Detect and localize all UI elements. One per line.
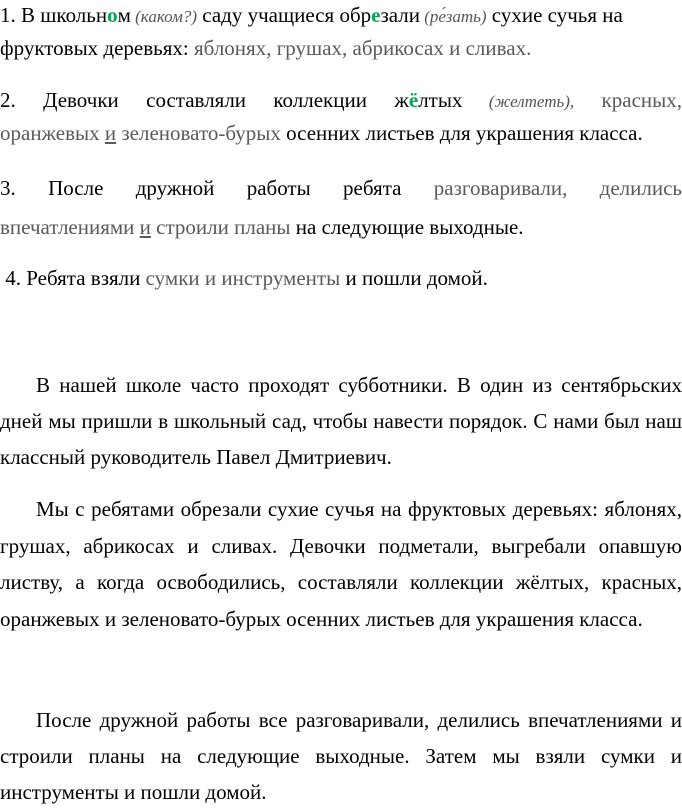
sentence-text-gray: красных, [574, 88, 682, 112]
sentence-text-gray: разговаривали, делились [433, 176, 682, 200]
sentence-3-line-2 [0, 212, 682, 242]
sentence-text: осенних листьев для украшения класса. [286, 121, 643, 145]
sentence-2-line-2 [0, 118, 682, 148]
sentence-text: 3. После дружной работы ребята [0, 176, 402, 200]
sentence-text: 4. Ребята взяли [0, 266, 141, 290]
sentence-text-gray: яблонях, грушах, абрикосах и сливах. [188, 36, 532, 60]
essay-paragraph-2: Мы с ребятами обрезали сухие сучья на фруктовых деревьях: яблонях, грушах, абрикосах и сливах. Девочки подметали, выгребали опавшую листву, а когда освободились, составляли коллекции жёлтых, красных, оранжевых и зеленовато-бурых осенних листьев для украшения класса. [0, 497, 682, 631]
sentence-text: м [117, 3, 131, 27]
sentence-text: на следующие выходные. [295, 215, 524, 239]
sentence-3-line-1 [0, 173, 682, 203]
highlighted-letter: о [107, 3, 118, 27]
sentence-text-gray: оранжевых [0, 121, 100, 145]
sentence-4-line-1 [0, 263, 682, 293]
sentence-text: зали [380, 3, 420, 27]
sentence-2-line-1 [0, 85, 682, 115]
sentence-text: 2. Девочки составляли коллекции ж [0, 88, 409, 112]
sentence-text-gray: строили планы [156, 215, 291, 239]
essay-paragraph-1: В нашей школе часто проходят субботники. В один из сентябрьских дней мы пришли в школьный сад, чтобы навести порядок. С нами был наш классный руководитель Павел Дмитриевич. [0, 373, 682, 469]
sentence-1-line-1 [0, 0, 682, 30]
sentence-text-gray: впечатлениями [0, 215, 135, 239]
sentence-text: лтых [418, 88, 463, 112]
underlined-conjunction: и [104, 121, 117, 145]
highlighted-letter: ё [408, 88, 419, 112]
sentence-1-line-2 [0, 33, 682, 63]
sentence-text: фруктовых деревьях: [0, 36, 189, 60]
sentence-text: сухие сучья на [486, 3, 623, 27]
highlighted-letter: е [371, 3, 381, 27]
grammar-hint: (каком?) [130, 7, 197, 26]
sentence-text: саду учащиеся обр [197, 3, 372, 27]
sentence-text: и пошли домой. [345, 266, 488, 290]
sentence-text-gray: зеленовато-бурых [121, 121, 281, 145]
sentence-text-gray: сумки и инструменты [145, 266, 341, 290]
grammar-hint: (ре́зать) [420, 7, 487, 26]
underlined-conjunction: и [139, 215, 151, 239]
sentence-text: 1. В школьн [0, 3, 108, 27]
essay-paragraph-3: После дружной работы все разговаривали, делились впечатлениями и строили планы на следующие выходные. Затем мы взяли сумки и инструменты и пошли домой. [0, 708, 682, 804]
grammar-hint: (желтеть), [462, 92, 575, 111]
